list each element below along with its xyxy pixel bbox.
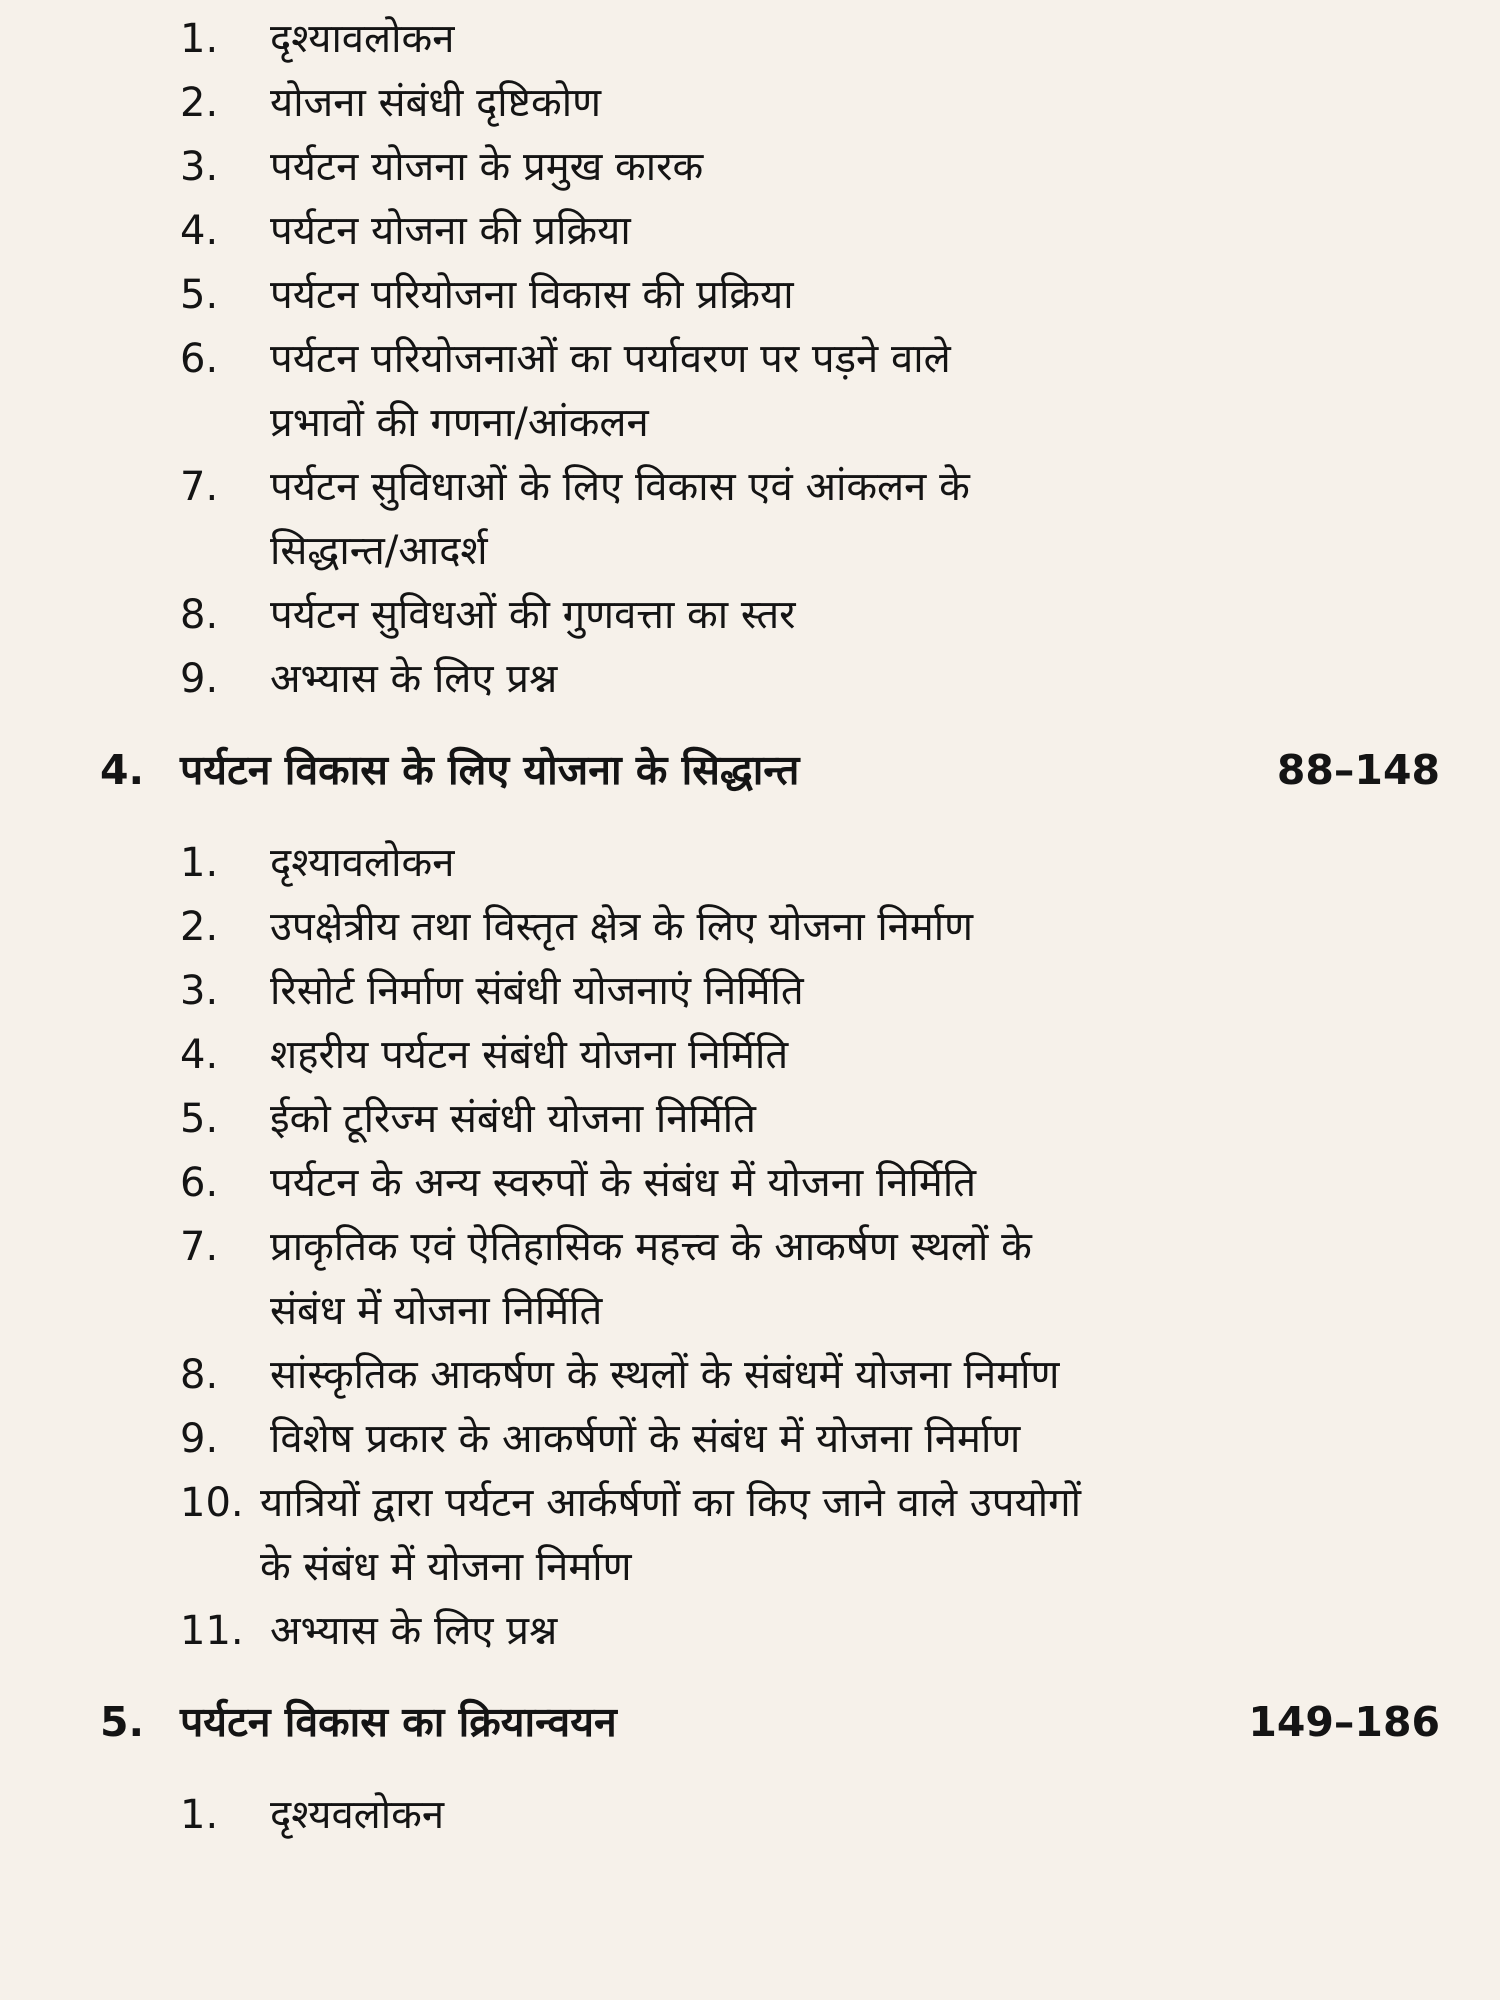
- item-number: 5.: [180, 1096, 219, 1142]
- item-number: 9.: [180, 656, 219, 702]
- item-text: पर्यटन सुविधाओं के लिए विकास एवं आंकलन के: [270, 464, 970, 510]
- item-number: 2.: [180, 80, 219, 126]
- item-text: उपक्षेत्रीय तथा विस्तृत क्षेत्र के लिए योजना निर्माण: [270, 904, 974, 950]
- item-text: पर्यटन सुविधओं की गुणवत्ता का स्तर: [270, 592, 796, 638]
- item-number: 9.: [180, 1416, 219, 1462]
- item-number: 1.: [180, 840, 219, 886]
- chapter-page-range: 149–186: [1248, 1698, 1440, 1746]
- item-text-continued: सिद्धान्त/आदर्श: [270, 528, 488, 574]
- item-text: पर्यटन परियोजना विकास की प्रक्रिया: [270, 272, 794, 318]
- item-number: 2.: [180, 904, 219, 950]
- item-number: 5.: [180, 272, 219, 318]
- item-text: विशेष प्रकार के आकर्षणों के संबंध में योजना निर्माण: [270, 1416, 1021, 1462]
- item-text: अभ्यास के लिए प्रश्न: [270, 1608, 558, 1654]
- item-number: 8.: [180, 1352, 219, 1398]
- chapter-title: पर्यटन विकास के लिए योजना के सिद्धान्त: [180, 746, 800, 794]
- item-text: रिसोर्ट निर्माण संबंधी योजनाएं निर्मिति: [270, 968, 804, 1014]
- chapter-number: 5.: [100, 1698, 145, 1746]
- chapter-page-range: 88–148: [1276, 746, 1440, 794]
- item-text: योजना संबंधी दृष्टिकोण: [270, 80, 602, 126]
- item-number: 4.: [180, 1032, 219, 1078]
- item-text: दृश्यावलोकन: [270, 840, 455, 886]
- item-text-continued: के संबंध में योजना निर्माण: [260, 1544, 632, 1590]
- item-number: 8.: [180, 592, 219, 638]
- chapter-title: पर्यटन विकास का क्रियान्वयन: [180, 1698, 617, 1746]
- item-text: ईको टूरिज्म संबंधी योजना निर्मिति: [270, 1096, 756, 1142]
- chapter-number: 4.: [100, 746, 145, 794]
- item-text: यात्रियों द्वारा पर्यटन आर्कर्षणों का किए जाने वाले उपयोगों: [260, 1480, 1081, 1526]
- item-text: प्राकृतिक एवं ऐतिहासिक महत्त्व के आकर्षण स्थलों के: [270, 1224, 1032, 1270]
- item-text: शहरीय पर्यटन संबंधी योजना निर्मिति: [270, 1032, 789, 1078]
- item-number: 7.: [180, 1224, 219, 1270]
- item-text: पर्यटन योजना की प्रक्रिया: [270, 208, 631, 254]
- item-number: 11.: [180, 1608, 244, 1654]
- item-number: 10.: [180, 1480, 244, 1526]
- item-text-continued: प्रभावों की गणना/आंकलन: [270, 400, 649, 446]
- item-number: 3.: [180, 144, 219, 190]
- item-text: पर्यटन योजना के प्रमुख कारक: [270, 144, 704, 190]
- item-number: 6.: [180, 1160, 219, 1206]
- item-text-continued: संबंध में योजना निर्मिति: [270, 1288, 603, 1334]
- item-number: 7.: [180, 464, 219, 510]
- item-text: सांस्कृतिक आकर्षण के स्थलों के संबंधमें योजना निर्माण: [270, 1352, 1060, 1398]
- item-number: 4.: [180, 208, 219, 254]
- item-text: दृश्यावलोकन: [270, 16, 455, 62]
- item-text: अभ्यास के लिए प्रश्न: [270, 656, 558, 702]
- item-text: पर्यटन के अन्य स्वरुपों के संबंध में योजना निर्मिति: [270, 1160, 976, 1206]
- item-number: 6.: [180, 336, 219, 382]
- item-text: पर्यटन परियोजनाओं का पर्यावरण पर पड़ने वाले: [270, 336, 951, 382]
- item-number: 1.: [180, 16, 219, 62]
- item-text: दृश्यवलोकन: [270, 1792, 445, 1838]
- item-number: 3.: [180, 968, 219, 1014]
- item-number: 1.: [180, 1792, 219, 1838]
